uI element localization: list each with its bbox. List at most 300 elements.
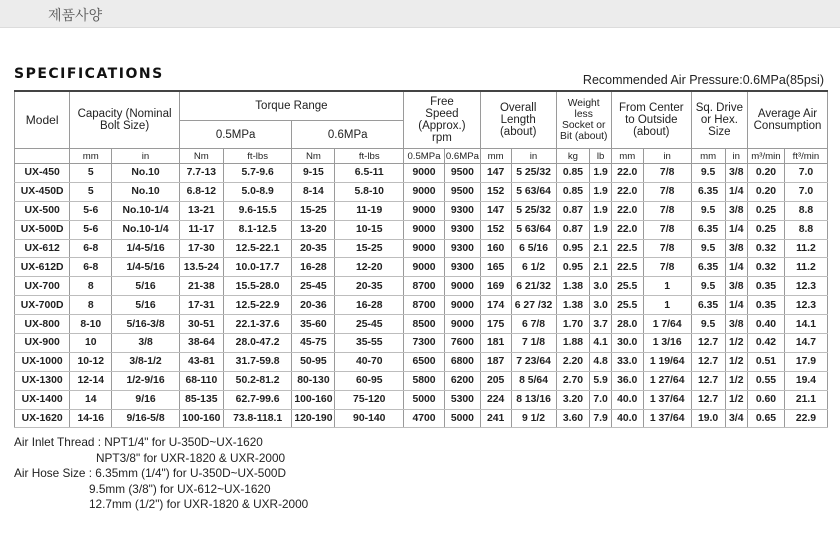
table-cell: 6 21/32: [511, 277, 556, 296]
table-cell: 9500: [444, 164, 480, 183]
table-cell: 9/16: [112, 390, 180, 409]
table-cell: 169: [480, 277, 511, 296]
table-cell: 205: [480, 371, 511, 390]
model-cell: UX-450: [15, 164, 70, 183]
table-cell: 1.9: [590, 220, 612, 239]
table-cell: 9000: [404, 220, 445, 239]
table-cell: 25.5: [611, 296, 643, 315]
table-cell: 22.5: [611, 239, 643, 258]
table-cell: 10-15: [335, 220, 404, 239]
table-cell: 120-190: [292, 409, 335, 428]
table-cell: 0.20: [748, 164, 785, 183]
table-cell: 3/8: [725, 239, 748, 258]
table-cell: 11-19: [335, 201, 404, 220]
table-cell: 8 5/64: [511, 371, 556, 390]
table-cell: 7.0: [784, 164, 827, 183]
table-cell: 25-45: [292, 277, 335, 296]
air-hose-note: Air Hose Size : 6.35mm (1/4") for U-350D~UX-500D: [14, 466, 287, 480]
table-cell: 1/4-5/16: [112, 258, 180, 277]
table-cell: 0.60: [748, 390, 785, 409]
table-cell: 15-25: [335, 239, 404, 258]
table-row: [15, 334, 828, 353]
table-cell: 9000: [444, 315, 480, 334]
table-cell: 0.85: [556, 182, 590, 201]
table-cell: 21-38: [179, 277, 223, 296]
table-cell: 6 1/2: [511, 258, 556, 277]
table-cell: 2.1: [590, 258, 612, 277]
table-cell: 19.4: [784, 371, 827, 390]
table-cell: 3.0: [590, 277, 612, 296]
recommended-pressure-note: Recommended Air Pressure:0.6MPa(85psi): [582, 73, 824, 87]
table-cell: 1/4: [725, 220, 748, 239]
table-cell: 1.38: [556, 296, 590, 315]
table-cell: 100-160: [179, 409, 223, 428]
model-cell: UX-800: [15, 315, 70, 334]
table-row: [15, 390, 828, 409]
table-cell: 147: [480, 201, 511, 220]
table-cell: 1.88: [556, 334, 590, 353]
table-cell: 9500: [444, 182, 480, 201]
unit-cell: ft³/min: [784, 149, 827, 164]
table-cell: 0.95: [556, 258, 590, 277]
table-cell: 0.85: [556, 164, 590, 183]
table-cell: 9000: [404, 239, 445, 258]
table-cell: 7600: [444, 334, 480, 353]
table-row: [15, 164, 828, 183]
unit-cell: mm: [691, 149, 725, 164]
table-cell: 8.1-12.5: [223, 220, 292, 239]
header-sq-drive: Sq. Drive or Hex. Size: [691, 91, 747, 149]
table-row: [15, 239, 828, 258]
table-cell: 3.7: [590, 315, 612, 334]
table-cell: 0.32: [748, 258, 785, 277]
table-cell: 35-55: [335, 334, 404, 353]
table-cell: 7/8: [643, 164, 691, 183]
table-cell: 12.5-22.9: [223, 296, 292, 315]
table-cell: 7.0: [590, 390, 612, 409]
air-inlet-note: Air Inlet Thread : NPT1/4" for U-350D~UX-1620: [14, 435, 263, 449]
table-cell: No.10-1/4: [112, 201, 180, 220]
table-cell: 17-30: [179, 239, 223, 258]
unit-cell: ft-lbs: [223, 149, 292, 164]
table-cell: 5: [70, 164, 112, 183]
table-cell: 1 19/64: [643, 352, 691, 371]
table-cell: 9300: [444, 220, 480, 239]
table-cell: 1/2: [725, 371, 748, 390]
table-cell: 3.0: [590, 296, 612, 315]
table-cell: 17.9: [784, 352, 827, 371]
table-cell: 9000: [444, 296, 480, 315]
table-cell: 3/8: [112, 334, 180, 353]
table-cell: 75-120: [335, 390, 404, 409]
table-cell: 13-20: [292, 220, 335, 239]
unit-cell: 0.5MPa: [404, 149, 445, 164]
table-cell: 0.95: [556, 239, 590, 258]
table-cell: 7/8: [643, 182, 691, 201]
table-cell: 224: [480, 390, 511, 409]
model-cell: UX-450D: [15, 182, 70, 201]
table-cell: 147: [480, 164, 511, 183]
table-cell: 1/2: [725, 334, 748, 353]
table-cell: 16-28: [292, 258, 335, 277]
table-cell: 5.0-8.9: [223, 182, 292, 201]
unit-cell: 0.6MPa: [445, 150, 479, 162]
table-cell: 40.0: [611, 390, 643, 409]
table-cell: 152: [480, 220, 511, 239]
table-cell: 5000: [404, 390, 445, 409]
table-cell: 100-160: [292, 390, 335, 409]
table-cell: 2.70: [556, 371, 590, 390]
table-cell: 9.6-15.5: [223, 201, 292, 220]
table-cell: 1.38: [556, 277, 590, 296]
table-cell: 38-64: [179, 334, 223, 353]
unit-cell: mm: [480, 149, 511, 164]
table-cell: 0.51: [748, 352, 785, 371]
table-cell: 5-6: [70, 220, 112, 239]
table-cell: 15-25: [292, 201, 335, 220]
table-cell: 0.35: [748, 296, 785, 315]
table-cell: 13.5-24: [179, 258, 223, 277]
table-cell: 9/16-5/8: [112, 409, 180, 428]
table-cell: 9000: [404, 258, 445, 277]
table-cell: 1/2-9/16: [112, 371, 180, 390]
header-torque-06mpa: 0.6MPa: [292, 121, 404, 149]
table-cell: 1.9: [590, 201, 612, 220]
table-cell: 31.7-59.8: [223, 352, 292, 371]
table-cell: 80-130: [292, 371, 335, 390]
table-cell: 22.9: [784, 409, 827, 428]
table-cell: 60-95: [335, 371, 404, 390]
unit-cell-model: [15, 149, 70, 164]
table-cell: 165: [480, 258, 511, 277]
specifications-heading: SPECIFICATIONS: [14, 66, 164, 82]
unit-cell: mm: [70, 149, 112, 164]
table-cell: 3/8: [725, 277, 748, 296]
table-cell: 5 25/32: [511, 164, 556, 183]
table-cell: 7.9: [590, 409, 612, 428]
table-cell: No.10: [112, 182, 180, 201]
table-row: [15, 182, 828, 201]
table-cell: 7/8: [643, 258, 691, 277]
table-cell: 2.20: [556, 352, 590, 371]
table-cell: 21.1: [784, 390, 827, 409]
unit-cell: mm: [611, 149, 643, 164]
table-cell: 62.7-99.6: [223, 390, 292, 409]
table-cell: 5/16-3/8: [112, 315, 180, 334]
table-cell: 68-110: [179, 371, 223, 390]
table-cell: 1.70: [556, 315, 590, 334]
model-cell: UX-900: [15, 334, 70, 353]
top-bar: [0, 0, 840, 28]
table-cell: 0.25: [748, 220, 785, 239]
table-cell: 9000: [404, 182, 445, 201]
table-cell: 5/16: [112, 296, 180, 315]
table-cell: 8-10: [70, 315, 112, 334]
air-hose-note-2: 9.5mm (3/8") for UX-612~UX-1620: [89, 481, 271, 496]
table-cell: 7.7-13: [179, 164, 223, 183]
table-cell: 10.0-17.7: [223, 258, 292, 277]
header-weight: Weight less Socket or Bit (about): [556, 91, 611, 149]
table-cell: 10: [70, 334, 112, 353]
table-cell: 3/8-1/2: [112, 352, 180, 371]
table-cell: 5.7-9.6: [223, 164, 292, 183]
model-cell: UX-1620: [15, 409, 70, 428]
model-cell: UX-500D: [15, 220, 70, 239]
table-cell: 1.9: [590, 182, 612, 201]
table-cell: 40-70: [335, 352, 404, 371]
table-cell: 7.0: [784, 182, 827, 201]
table-cell: 9-15: [292, 164, 335, 183]
table-cell: 22.1-37.6: [223, 315, 292, 334]
table-cell: 28.0: [611, 315, 643, 334]
table-cell: 25.5: [611, 277, 643, 296]
table-cell: 9000: [404, 164, 445, 183]
table-cell: 3.60: [556, 409, 590, 428]
table-cell: 181: [480, 334, 511, 353]
table-cell: 0.25: [748, 201, 785, 220]
table-cell: 14: [70, 390, 112, 409]
table-cell: 16-28: [335, 296, 404, 315]
table-cell: 9.5: [691, 277, 725, 296]
table-cell: 73.8-118.1: [223, 409, 292, 428]
table-cell: 7 1/8: [511, 334, 556, 353]
table-cell: 9.5: [691, 164, 725, 183]
unit-cell: in: [725, 149, 748, 164]
table-cell: 1/4: [725, 182, 748, 201]
table-cell: 33.0: [611, 352, 643, 371]
unit-cell: in: [112, 149, 180, 164]
table-cell: 30.0: [611, 334, 643, 353]
table-row: [15, 352, 828, 371]
table-cell: 85-135: [179, 390, 223, 409]
unit-cell: Nm: [292, 149, 335, 164]
unit-cell: lb: [590, 149, 612, 164]
model-cell: UX-500: [15, 201, 70, 220]
table-cell: 3/4: [725, 409, 748, 428]
table-cell: 50-95: [292, 352, 335, 371]
table-cell: 9.5: [691, 239, 725, 258]
header-model: Model: [15, 91, 70, 149]
table-cell: 0.65: [748, 409, 785, 428]
table-cell: 0.87: [556, 220, 590, 239]
table-cell: 12.5-22.1: [223, 239, 292, 258]
table-cell: 0.55: [748, 371, 785, 390]
table-cell: 187: [480, 352, 511, 371]
unit-cell: kg: [556, 149, 590, 164]
table-cell: 4.1: [590, 334, 612, 353]
model-cell: UX-700D: [15, 296, 70, 315]
table-cell: 12.7: [691, 352, 725, 371]
table-cell: 20-35: [292, 239, 335, 258]
table-cell: 11-17: [179, 220, 223, 239]
table-row: [15, 371, 828, 390]
table-cell: 1.9: [590, 164, 612, 183]
model-cell: UX-612D: [15, 258, 70, 277]
table-cell: 1 3/16: [643, 334, 691, 353]
model-cell: UX-700: [15, 277, 70, 296]
units-row: [15, 149, 828, 164]
table-cell: 1/4-5/16: [112, 239, 180, 258]
unit-cell: in: [643, 149, 691, 164]
table-cell: 9300: [444, 239, 480, 258]
table-cell: 20-35: [335, 277, 404, 296]
table-row: [15, 201, 828, 220]
table-cell: 5.9: [590, 371, 612, 390]
table-cell: 5/16: [112, 277, 180, 296]
table-cell: 6-8: [70, 239, 112, 258]
table-cell: 1 7/64: [643, 315, 691, 334]
table-cell: 9000: [444, 277, 480, 296]
model-cell: UX-612: [15, 239, 70, 258]
table-cell: 1 27/64: [643, 371, 691, 390]
table-cell: 1/4: [725, 258, 748, 277]
table-row: [15, 258, 828, 277]
table-cell: 22.0: [611, 182, 643, 201]
table-cell: 30-51: [179, 315, 223, 334]
table-cell: 11.2: [784, 258, 827, 277]
table-cell: 1/2: [725, 390, 748, 409]
table-cell: 8500: [404, 315, 445, 334]
table-row: [15, 315, 828, 334]
table-cell: 9300: [444, 201, 480, 220]
table-cell: 10-12: [70, 352, 112, 371]
table-cell: 5: [70, 182, 112, 201]
table-cell: 7/8: [643, 239, 691, 258]
table-cell: 174: [480, 296, 511, 315]
table-cell: 17-31: [179, 296, 223, 315]
table-cell: 0.35: [748, 277, 785, 296]
table-cell: 6 5/16: [511, 239, 556, 258]
table-cell: 6.5-11: [335, 164, 404, 183]
unit-cell: Nm: [179, 149, 223, 164]
table-cell: 6-8: [70, 258, 112, 277]
table-cell: 8700: [404, 296, 445, 315]
header-center-outside: From Center to Outside (about): [611, 91, 691, 149]
table-cell: 5000: [444, 409, 480, 428]
table-cell: 6 27 /32: [511, 296, 556, 315]
table-cell: 5-6: [70, 201, 112, 220]
table-cell: 5 63/64: [511, 182, 556, 201]
table-row: [15, 409, 828, 428]
table-cell: 1: [643, 277, 691, 296]
table-cell: 6200: [444, 371, 480, 390]
air-inlet-note-2: NPT3/8" for UXR-1820 & UXR-2000: [96, 450, 286, 465]
table-cell: 7 23/64: [511, 352, 556, 371]
table-cell: 19.0: [691, 409, 725, 428]
table-cell: 40.0: [611, 409, 643, 428]
table-cell: 0.32: [748, 239, 785, 258]
unit-cell: m³/min: [748, 149, 785, 164]
table-cell: 14-16: [70, 409, 112, 428]
table-cell: 1 37/64: [643, 409, 691, 428]
table-row: [15, 296, 828, 315]
table-cell: 7/8: [643, 201, 691, 220]
table-cell: 6500: [404, 352, 445, 371]
table-cell: 25-45: [335, 315, 404, 334]
table-cell: 8: [70, 277, 112, 296]
air-hose-note-3: 12.7mm (1/2") for UXR-1820 & UXR-2000: [89, 497, 309, 511]
table-cell: 6.35: [691, 258, 725, 277]
table-cell: 9 1/2: [511, 409, 556, 428]
table-cell: 6.35: [691, 182, 725, 201]
table-cell: 7300: [404, 334, 445, 353]
table-cell: 152: [480, 182, 511, 201]
table-cell: 9.5: [691, 201, 725, 220]
table-cell: 45-75: [292, 334, 335, 353]
table-cell: 5800: [404, 371, 445, 390]
table-cell: 1: [643, 296, 691, 315]
model-cell: UX-1000: [15, 352, 70, 371]
table-cell: 5 63/64: [511, 220, 556, 239]
table-cell: 12.7: [691, 390, 725, 409]
table-cell: 22.0: [611, 201, 643, 220]
table-cell: 8.8: [784, 201, 827, 220]
table-cell: 0.42: [748, 334, 785, 353]
specifications-table: [14, 90, 828, 428]
specifications-body: [15, 164, 828, 428]
table-cell: No.10-1/4: [112, 220, 180, 239]
table-cell: 15.5-28.0: [223, 277, 292, 296]
model-cell: UX-1300: [15, 371, 70, 390]
table-cell: 12.7: [691, 371, 725, 390]
table-cell: 2.1: [590, 239, 612, 258]
header-torque-05mpa: 0.5MPa: [179, 121, 292, 149]
table-cell: 13-21: [179, 201, 223, 220]
table-cell: 0.87: [556, 201, 590, 220]
unit-cell: ft-lbs: [335, 149, 404, 164]
table-cell: 14.1: [784, 315, 827, 334]
table-cell: 0.40: [748, 315, 785, 334]
table-cell: 3/8: [725, 164, 748, 183]
table-cell: 22.0: [611, 164, 643, 183]
table-cell: 0.20: [748, 182, 785, 201]
table-cell: 11.2: [784, 239, 827, 258]
header-free-speed: Free Speed (Approx.) rpm: [404, 91, 481, 149]
table-cell: 175: [480, 315, 511, 334]
page-title: 제품사양: [48, 8, 103, 24]
table-cell: 241: [480, 409, 511, 428]
table-cell: 5.8-10: [335, 182, 404, 201]
header-torque-range: Torque Range: [179, 91, 403, 121]
table-cell: 3/8: [725, 315, 748, 334]
table-cell: 9000: [404, 201, 445, 220]
table-cell: 36.0: [611, 371, 643, 390]
table-cell: 22.0: [611, 220, 643, 239]
unit-cell: in: [511, 149, 556, 164]
table-cell: 1/2: [725, 352, 748, 371]
table-cell: 12.3: [784, 296, 827, 315]
table-cell: 9.5: [691, 315, 725, 334]
table-row: [15, 220, 828, 239]
table-cell: 9300: [444, 258, 480, 277]
table-cell: 12.7: [691, 334, 725, 353]
notes: [14, 435, 308, 513]
table-cell: 8.8: [784, 220, 827, 239]
table-cell: 6.35: [691, 220, 725, 239]
table-cell: 43-81: [179, 352, 223, 371]
table-cell: 12-20: [335, 258, 404, 277]
table-cell: 6 7/8: [511, 315, 556, 334]
table-cell: 50.2-81.2: [223, 371, 292, 390]
table-cell: 28.0-47.2: [223, 334, 292, 353]
table-cell: 6800: [444, 352, 480, 371]
table-cell: 160: [480, 239, 511, 258]
table-cell: 35-60: [292, 315, 335, 334]
table-cell: 8-14: [292, 182, 335, 201]
header-air-consumption: Average Air Consumption: [748, 91, 828, 149]
table-cell: 6.8-12: [179, 182, 223, 201]
table-cell: 20-36: [292, 296, 335, 315]
